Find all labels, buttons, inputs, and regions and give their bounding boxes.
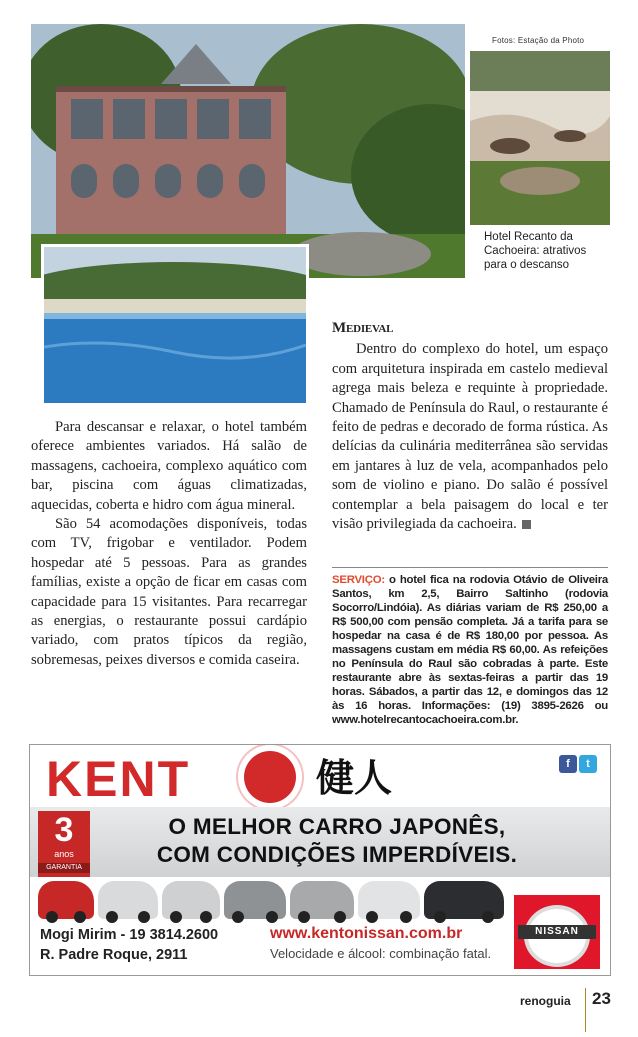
- service-label: SERVIÇO:: [332, 574, 385, 586]
- kent-nissan-ad: [29, 744, 611, 976]
- car-image: [358, 881, 420, 919]
- end-of-article-icon: [522, 520, 531, 529]
- ad-address: R. Padre Roque, 2911: [40, 947, 188, 963]
- twitter-icon[interactable]: t: [579, 755, 597, 773]
- left-paragraph-2: São 54 acomodações disponíveis, todas com TV, frigobar e ventilador. Podem hospedar até 5 pessoas. Para as grandes famílias, existe a opção de ficar em casas com capacidade para 15 visitantes. Para recarregar as energias, o restaurante possui cardápio variado, com pratos típicos da região, sobremesas, peixes diversos e comida caseira.: [31, 516, 307, 668]
- nissan-logo: [514, 895, 600, 969]
- ad-phone: Mogi Mirim - 19 3814.2600: [40, 927, 219, 943]
- page-number: 23: [592, 989, 611, 1008]
- pool-photo: [41, 244, 309, 406]
- service-info: [332, 573, 608, 727]
- warranty-badge: [38, 811, 90, 877]
- footer-divider: [585, 988, 586, 1032]
- car-image: [424, 881, 504, 919]
- right-article-column: [332, 319, 608, 534]
- car-image: [162, 881, 220, 919]
- car-image: [38, 881, 94, 919]
- warranty-label: GARANTIA: [38, 863, 90, 873]
- right-paragraph: Dentro do complexo do hotel, um espaço com arquitetura inspirada em castelo medieval agrega mais beleza e requinte à propriedade. Chamado de Península do Raul, o restaurante é feito de pedras e decorado de forma rústica. As delícias da culinária mediterrânea são servidas em jantares à luz de vela, acompanhados pelo som de violino e piano. Do salão é possível contemplar a bela paisagem do local e ter visão privilegiada da cachoeira.: [332, 341, 608, 533]
- magazine-name: renoguia: [520, 994, 571, 1008]
- warranty-years-number: 3: [54, 811, 74, 849]
- waterfall-photo: [467, 48, 613, 228]
- nissan-logo-text: NISSAN: [518, 925, 596, 939]
- service-text: o hotel fica na rodovia Otávio de Oliveira Santos, km 2,5, Bairro Saltinho (rodovia Socorro/Lindóia). As diárias variam de R$ 250,00 a R$ 500,00 com pensão completa. Já a tarifa para se hospedar na casa é de R$ 180,00 por pessoa. As massagens custam em média R$ 60,00. As refeições no Península do Raul são cobradas à parte. Este restaurante abre às sextas-feiras a partir das 19 horas. Sábados, a partir das 12, e domingos das 12 às 16 horas. Informações: (19) 3895-2626 ou www.hotelrecantocachoeira.com.br.: [332, 574, 608, 726]
- warranty-years-label: anos: [54, 849, 74, 859]
- section-title-medieval: Medieval: [332, 320, 394, 336]
- waterfall-illustration: [470, 51, 610, 225]
- facebook-icon[interactable]: f: [559, 755, 577, 773]
- car-image: [290, 881, 354, 919]
- rising-sun-icon: [244, 751, 296, 803]
- ad-brand-kanji: 健人: [316, 756, 393, 800]
- hotel-castle-photo: [31, 24, 465, 278]
- left-article-column: [31, 418, 307, 670]
- ad-slogan-line-1: O MELHOR CARRO JAPONÊS,: [168, 814, 506, 839]
- section-divider: [332, 567, 608, 568]
- car-lineup: [38, 877, 508, 921]
- ad-website-link[interactable]: www.kentonissan.com.br: [270, 925, 463, 942]
- ad-brand-logo: KENT: [46, 751, 191, 807]
- car-image: [224, 881, 286, 919]
- car-image: [98, 881, 158, 919]
- ad-slogan-line-2: COM CONDIÇÕES IMPERDÍVEIS.: [156, 842, 518, 867]
- social-icons: [557, 755, 597, 773]
- pool-illustration: [44, 247, 306, 403]
- ad-tagline: Velocidade e álcool: combinação fatal.: [270, 946, 492, 961]
- photo-caption: Hotel Recanto da Cachoeira: atrativos para o descanso: [484, 231, 587, 271]
- photo-credit: Fotos: Estação da Photo: [492, 36, 585, 45]
- hotel-castle-illustration: [31, 24, 465, 278]
- left-paragraph-1: Para descansar e relaxar, o hotel também oferece ambientes variados. Há salão de massagens, cachoeira, complexo aquático com bar, piscina com águas climatizadas, aquecidas, coberta e hidro com água mineral.: [31, 419, 307, 513]
- ad-slogan: [122, 813, 552, 869]
